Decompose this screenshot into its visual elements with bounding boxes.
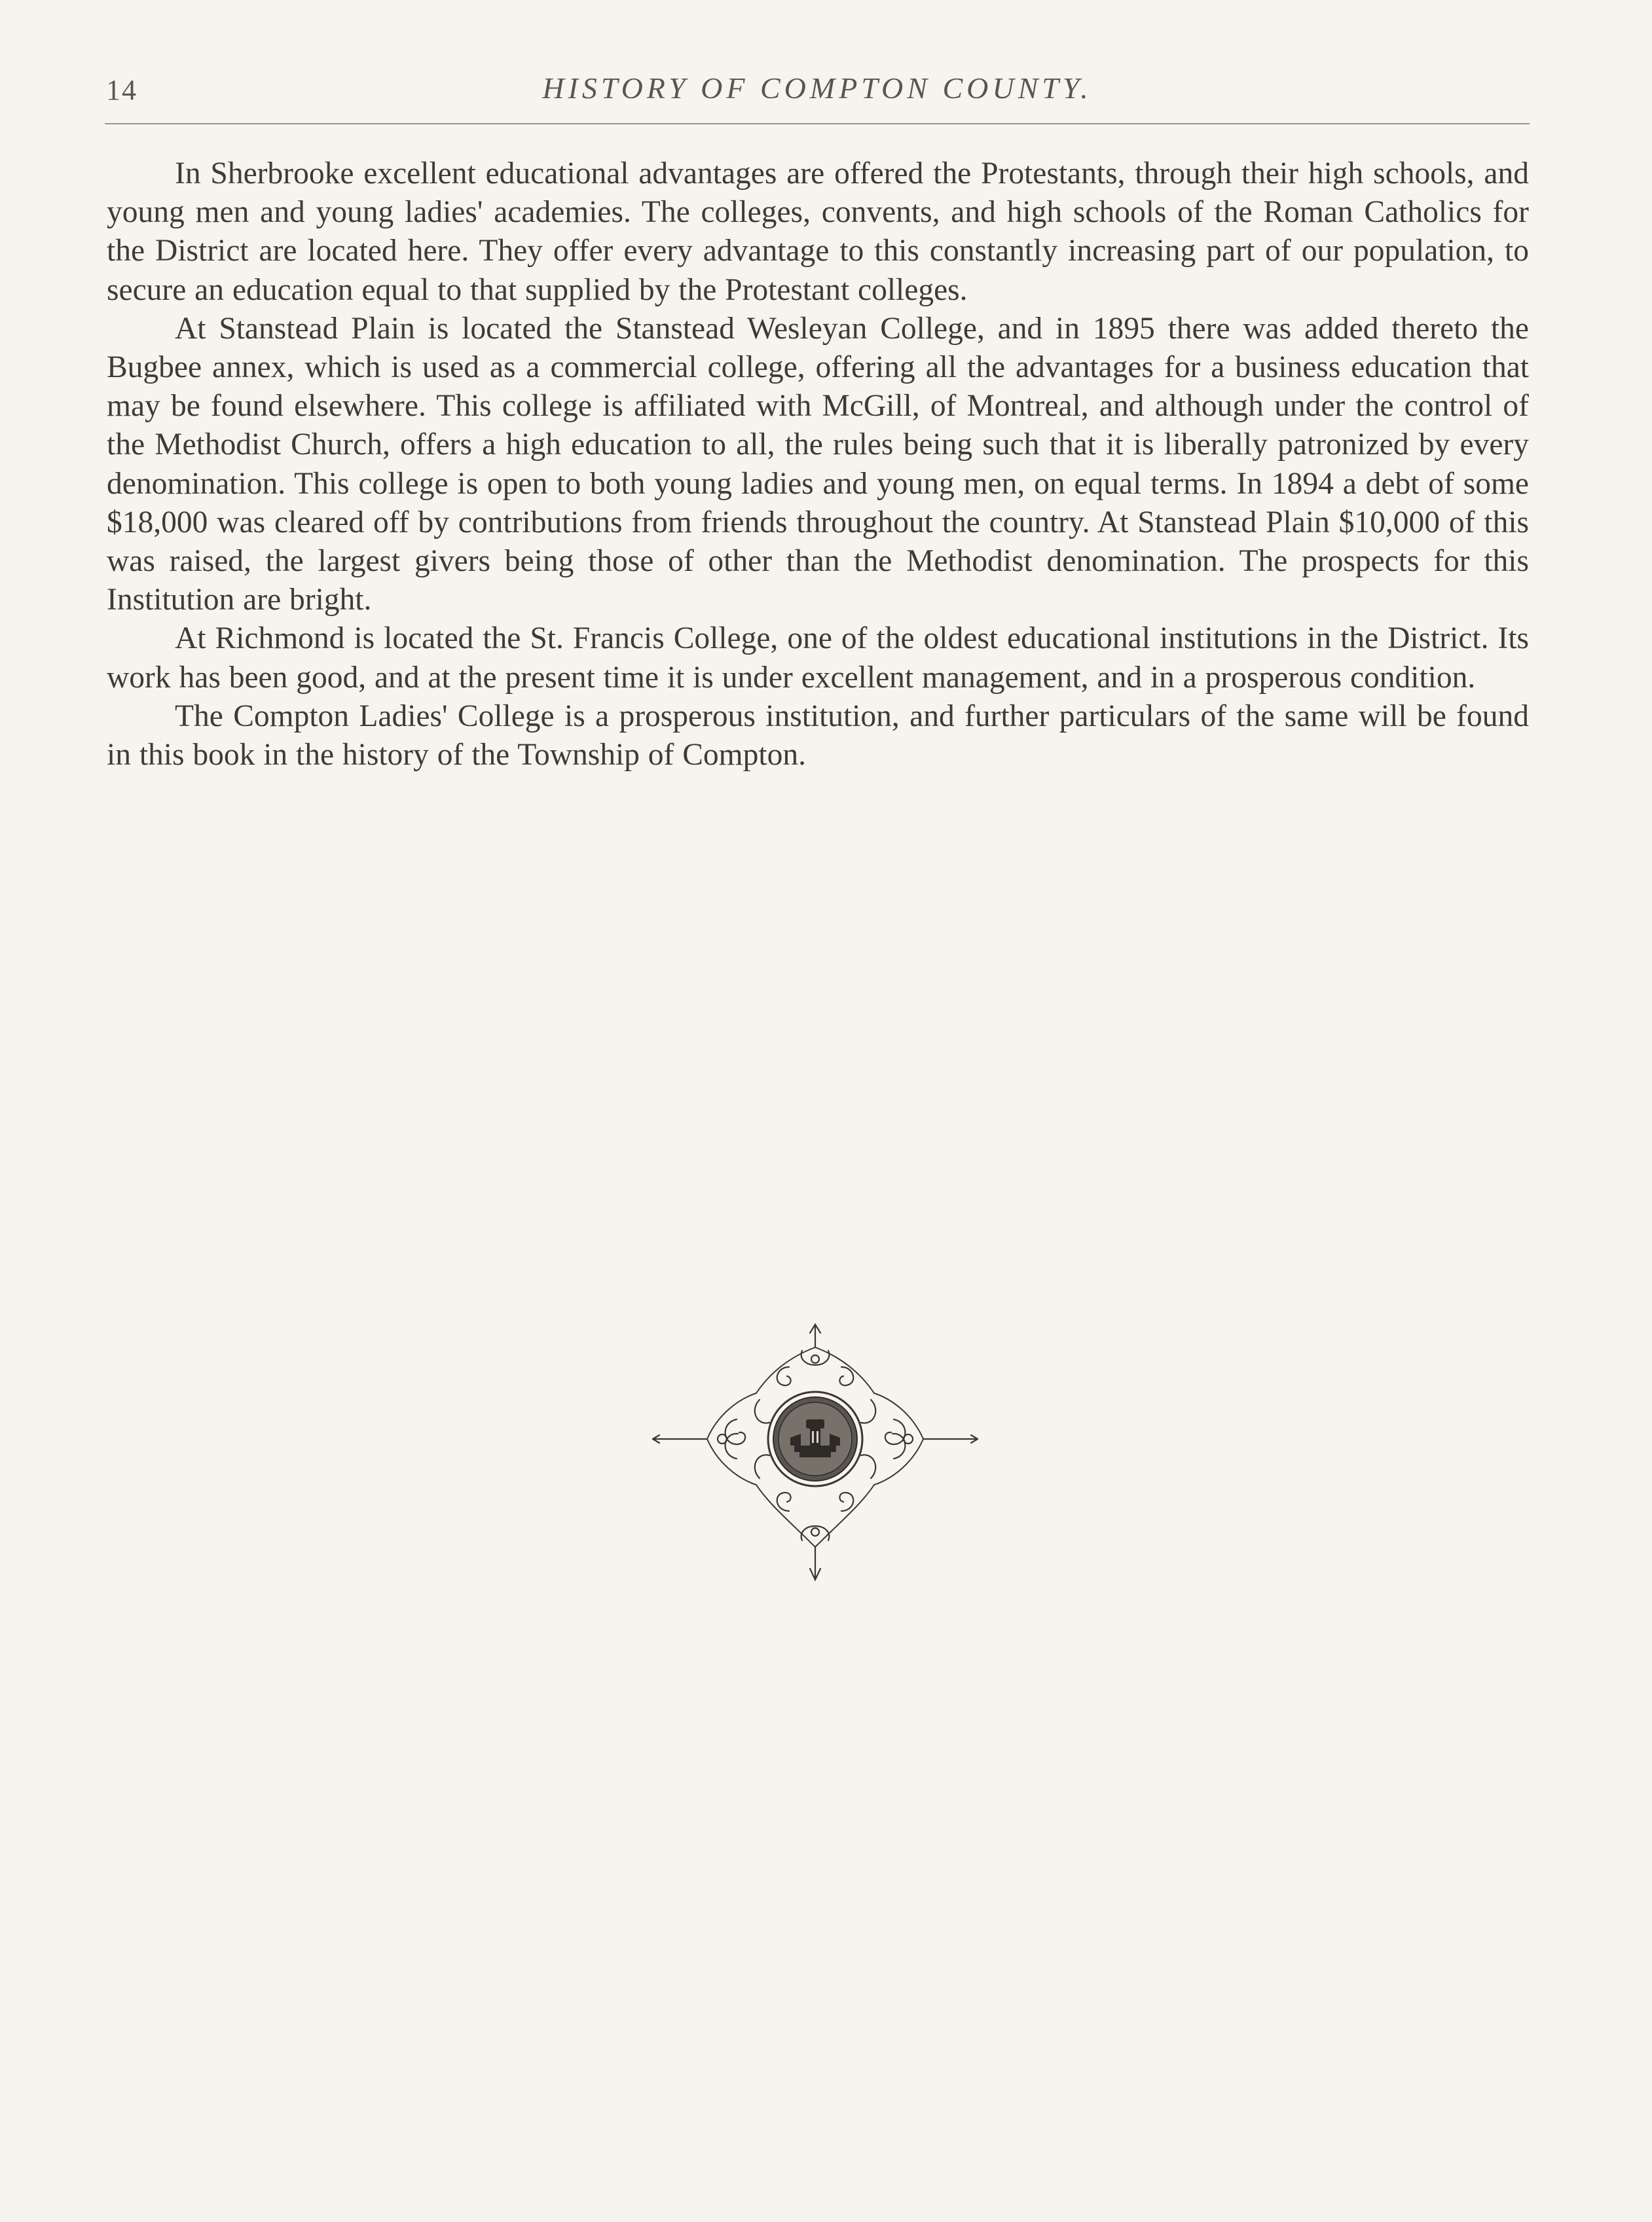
paragraph-stanstead: At Stanstead Plain is located the Stanstead Wesleyan College, and in 1895 there was added thereto the Bugbee annex, which is used as a commercial college, offering all the advantages for a business education that may be found elsewhere. This college is affiliated with McGill, of Montreal, and although under the control of the Methodist Church, offers a high education to all, the rules being such that it is liberally patronized by every denomination. This college is open to both young ladies and young men, on equal terms. In 1894 a debt of some $18,000 was cleared off by contributions from friends throughout the country. At Stanstead Plain $10,000 of this was raised, the largest givers being those of other than the Methodist denomination. The prospects for this Institution are bright. xyxy=(107,311,1529,617)
paragraph-richmond: At Richmond is located the St. Francis College, one of the oldest educational institutions in the District. Its work has been good, and at the present time it is under excellent management, and in a prosperous condition. xyxy=(107,621,1529,695)
body-text xyxy=(107,155,1529,774)
header-rule xyxy=(105,123,1530,124)
printers-ornament-icon xyxy=(645,1321,985,1583)
running-title: HISTORY OF COMPTON COUNTY. xyxy=(542,71,1092,105)
running-head xyxy=(105,71,1530,117)
paragraph-compton: The Compton Ladies' College is a prosperous institution, and further particulars of the same will be found in this book in the history of the Township of Compton. xyxy=(107,699,1529,773)
page-number: 14 xyxy=(106,74,138,106)
paragraph-sherbrooke: In Sherbrooke excellent educational advantages are offered the Protestants, through their high schools, and young men and young ladies' academies. The colleges, convents, and high schools of the Roman Catholics for the District are located here. They offer every advantage to this constantly increasing part of our population, to secure an education equal to that supplied by the Protestant colleges. xyxy=(107,156,1529,307)
